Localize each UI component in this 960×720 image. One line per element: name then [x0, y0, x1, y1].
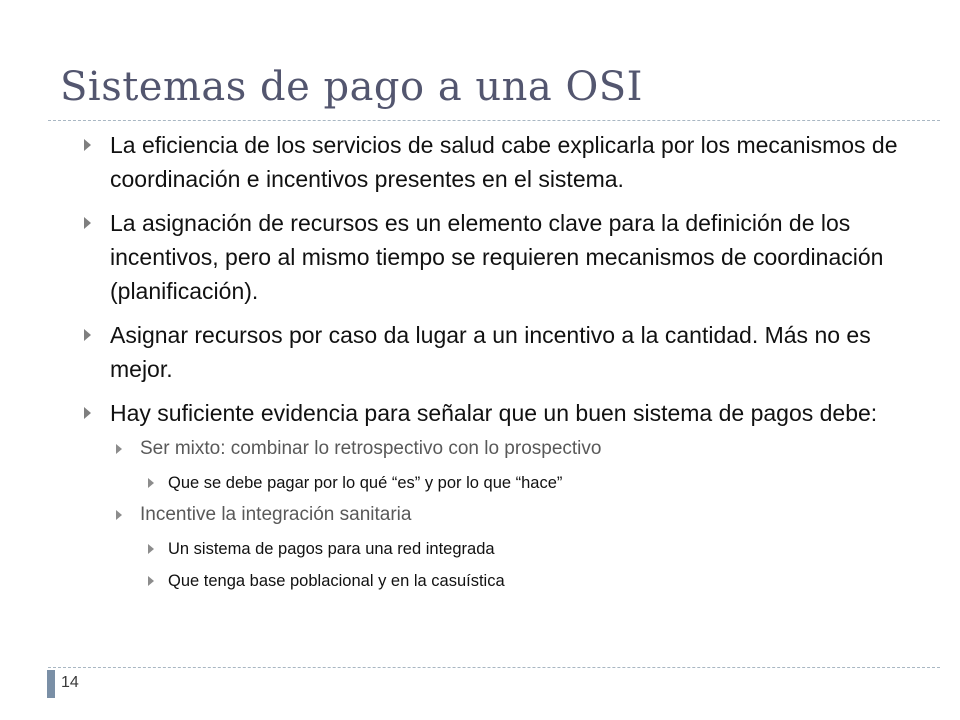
- arrow-bullet-icon: [116, 510, 122, 520]
- bullet-text: Hay suficiente evidencia para señalar que un buen sistema de pagos debe:: [110, 400, 878, 426]
- arrow-bullet-icon: [148, 544, 154, 554]
- arrow-bullet-icon: [148, 576, 154, 586]
- bullet-text: La eficiencia de los servicios de salud cabe explicarla por los mecanismos de coordinación e incentivos presentes en el sistema.: [110, 132, 898, 192]
- slide-body: [80, 128, 920, 598]
- sub-bullet-1: [112, 434, 920, 464]
- page-number: 14: [61, 674, 79, 691]
- sub-sub-bullet-1: [144, 468, 920, 498]
- arrow-bullet-icon: [148, 478, 154, 488]
- sub-sub-bullet-2: [144, 534, 920, 564]
- bullet-text: La asignación de recursos es un elemento clave para la definición de los incentivos, pero al mismo tiempo se requieren mecanismos de coordinación (planificación).: [110, 210, 884, 304]
- bullet-3: [80, 318, 920, 386]
- bullet-4: [80, 396, 920, 430]
- arrow-bullet-icon: [116, 444, 122, 454]
- footer-accent-bar: [47, 670, 55, 698]
- arrow-bullet-icon: [84, 139, 91, 151]
- sub-sub-bullet-text: Un sistema de pagos para una red integrada: [168, 540, 495, 558]
- bullet-text: Asignar recursos por caso da lugar a un incentivo a la cantidad. Más no es mejor.: [110, 322, 871, 382]
- arrow-bullet-icon: [84, 329, 91, 341]
- sub-sub-bullet-text: Que se debe pagar por lo qué “es” y por lo que “hace”: [168, 474, 563, 492]
- bullet-2: [80, 206, 920, 308]
- bullet-1: [80, 128, 920, 196]
- sub-bullet-text: Incentive la integración sanitaria: [140, 504, 412, 525]
- slide-title: Sistemas de pago a una OSI: [60, 64, 643, 110]
- title-divider: [48, 120, 940, 121]
- sub-bullet-text: Ser mixto: combinar lo retrospectivo con lo prospectivo: [140, 438, 602, 459]
- sub-sub-bullet-text: Que tenga base poblacional y en la casuística: [168, 572, 505, 590]
- footer-divider: [48, 667, 940, 668]
- sub-bullet-2: [112, 500, 920, 530]
- sub-sub-bullet-3: [144, 566, 920, 596]
- arrow-bullet-icon: [84, 407, 91, 419]
- arrow-bullet-icon: [84, 217, 91, 229]
